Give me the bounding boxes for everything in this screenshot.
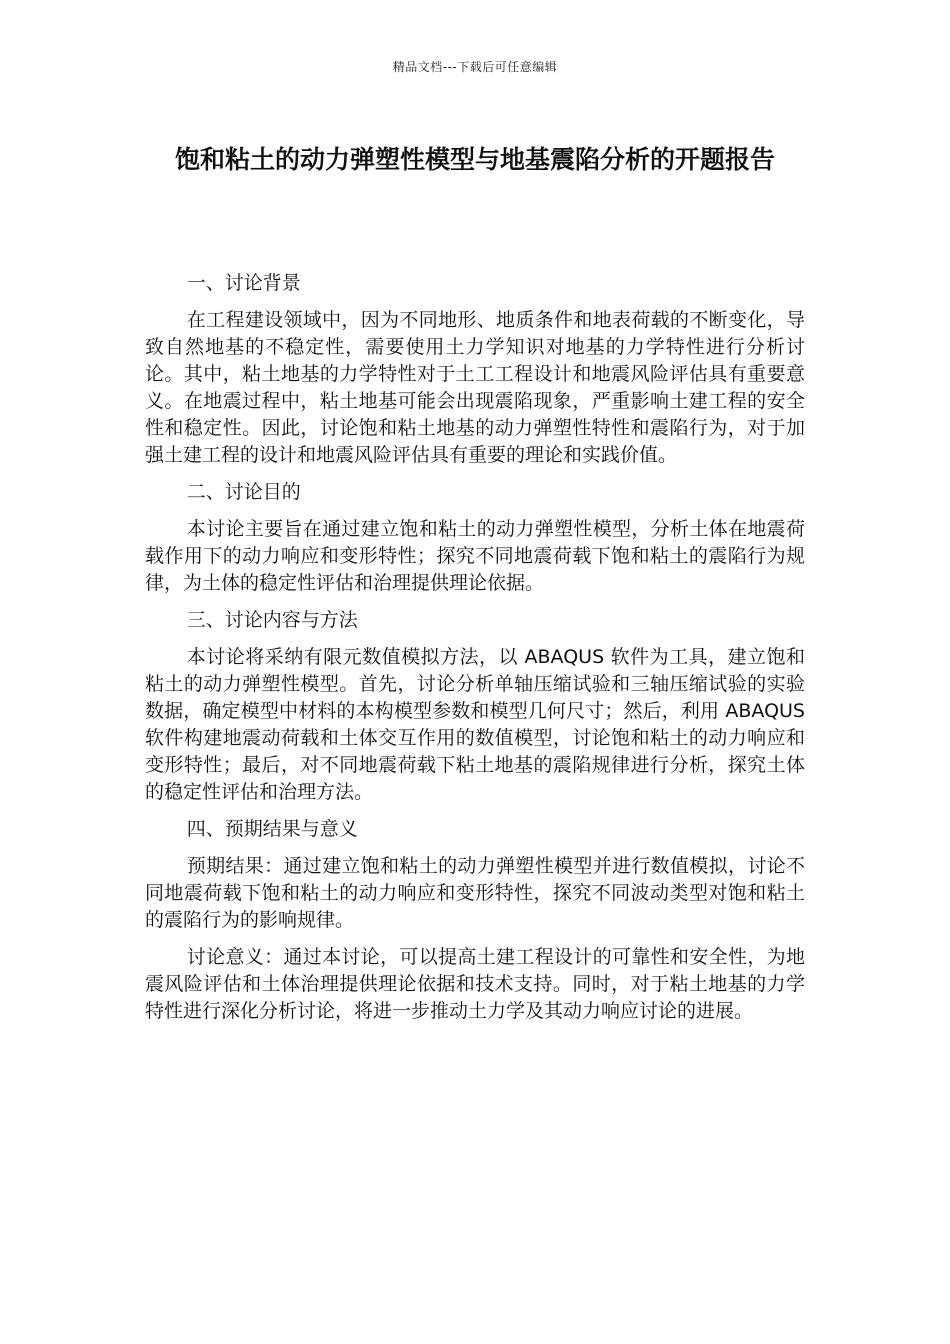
paragraph-purpose: 本讨论主要旨在通过建立饱和粘土的动力弹塑性模型，分析土体在地震荷载作用下的动力响应和变形特性；探究不同地震荷载下饱和粘土的震陷行为规律，为土体的稳定性评估和治理提供理论依据。 (145, 518, 805, 594)
paragraph-content-method: 本讨论将采纳有限元数值模拟方法，以 ABAQUS 软件为工具，建立饱和粘土的动力弹塑性模型。首先，讨论分析单轴压缩试验和三轴压缩试验的实验数据，确定模型中材料的本构模型参数和模型几何尺寸；然后，利用 ABAQUS 软件构建地震动荷载和土体交互作用的数值模型，讨论饱和粘土的动力响应和变形特性；最后，对不同地震荷载下粘土地基的震陷规律进行分析，探究土体的稳定性评估和治理方法。 (145, 646, 805, 803)
paragraph-background: 在工程建设领域中，因为不同地形、地质条件和地表荷载的不断变化，导致自然地基的不稳定性，需要使用土力学知识对地基的力学特性进行分析讨论。其中，粘土地基的力学特性对于土工工程设计和地震风险评估具有重要意义。在地震过程中，粘土地基可能会出现震陷现象，严重影响土建工程的安全性和稳定性。因此，讨论饱和粘土地基的动力弹塑性特性和震陷行为，对于加强土建工程的设计和地震风险评估具有重要的理论和实践价值。 (145, 309, 805, 466)
document-body (145, 270, 805, 1035)
paragraph-expected-results: 预期结果：通过建立饱和粘土的动力弹塑性模型并进行数值模拟，讨论不同地震荷载下饱和粘土的动力响应和变形特性，探究不同波动类型对饱和粘土的震陷行为的影响规律。 (145, 855, 805, 931)
section-heading-purpose: 二、讨论目的 (186, 481, 301, 503)
section-heading-expected-results: 四、预期结果与意义 (186, 818, 358, 840)
paragraph-significance: 讨论意义：通过本讨论，可以提高土建工程设计的可靠性和安全性，为地震风险评估和土体治理提供理论依据和技术支持。同时，对于粘土地基的力学特性进行深化分析讨论，将进一步推动土力学及其动力响应讨论的进展。 (145, 946, 805, 1022)
section-heading-background: 一、讨论背景 (186, 272, 301, 294)
header-note: 精品文档---下载后可任意编辑 (392, 60, 558, 74)
document-title: 饱和粘土的动力弹塑性模型与地基震陷分析的开题报告 (174, 145, 775, 174)
section-heading-content-method: 三、讨论内容与方法 (186, 609, 358, 631)
